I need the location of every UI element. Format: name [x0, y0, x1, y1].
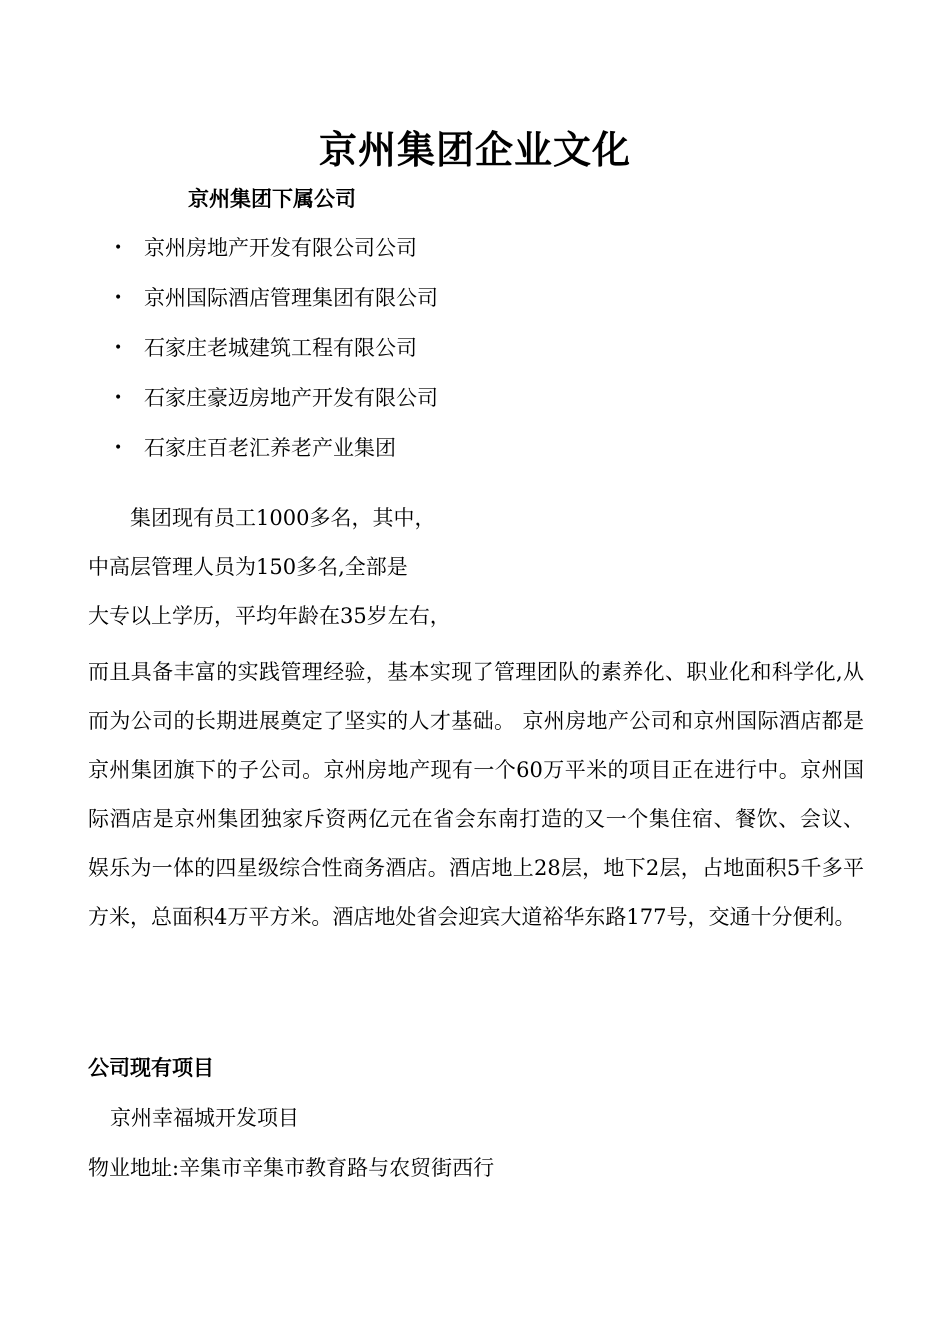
subsidiary-name: 京州房地产开发有限公司公司 — [144, 236, 417, 260]
list-item — [110, 380, 438, 430]
intro-line: 集团现有员工1000多名，其中， — [88, 506, 436, 530]
project-name: 京州幸福城开发项目 — [110, 1106, 299, 1130]
project-address: 物业地址:辛集市辛集市教育路与农贸街西行 — [88, 1156, 495, 1180]
projects-heading: 公司现有项目 — [88, 1056, 214, 1080]
list-item — [110, 280, 438, 330]
bullet-icon: • — [114, 290, 123, 306]
bullet-icon: • — [114, 240, 123, 256]
subsidiary-name: 石家庄百老汇养老产业集团 — [144, 436, 396, 460]
list-item — [110, 330, 438, 380]
subsidiaries-heading: 京州集团下属公司 — [188, 187, 356, 211]
list-item — [110, 430, 438, 480]
bullet-icon: • — [114, 390, 123, 406]
subsidiary-name: 石家庄老城建筑工程有限公司 — [144, 336, 417, 360]
intro-lines — [88, 500, 868, 647]
body-paragraph: 而且具备丰富的实践管理经验，基本实现了管理团队的素养化、职业化和科学化,从而为公司的长期进展奠定了坚实的人才基础。 京州房地产公司和京州国际酒店都是京州集团旗下的子公司。京州房地产现有一个60万平米的项目正在进行中。京州国际酒店是京州集团独家斥资两亿元在省会东南打造的又一个集住宿、餐饮、会议、娱乐为一体的四星级综合性商务酒店。酒店地上28层，地下2层，占地面积5千多平方米，总面积4万平方米。酒店地处省会迎宾大道裕华东路177号，交通十分便利。 — [88, 660, 864, 929]
subsidiaries-list — [110, 230, 438, 480]
document-title: 京州集团企业文化 — [318, 128, 631, 172]
list-item — [110, 230, 438, 280]
subsidiary-name: 石家庄豪迈房地产开发有限公司 — [144, 386, 438, 410]
bullet-icon: • — [114, 340, 123, 356]
intro-line: 中高层管理人员为150多名,全部是 — [88, 555, 408, 579]
bullet-icon: • — [114, 440, 123, 456]
intro-line: 大专以上学历，平均年龄在35岁左右， — [88, 604, 451, 628]
subsidiary-name: 京州国际酒店管理集团有限公司 — [144, 286, 438, 310]
